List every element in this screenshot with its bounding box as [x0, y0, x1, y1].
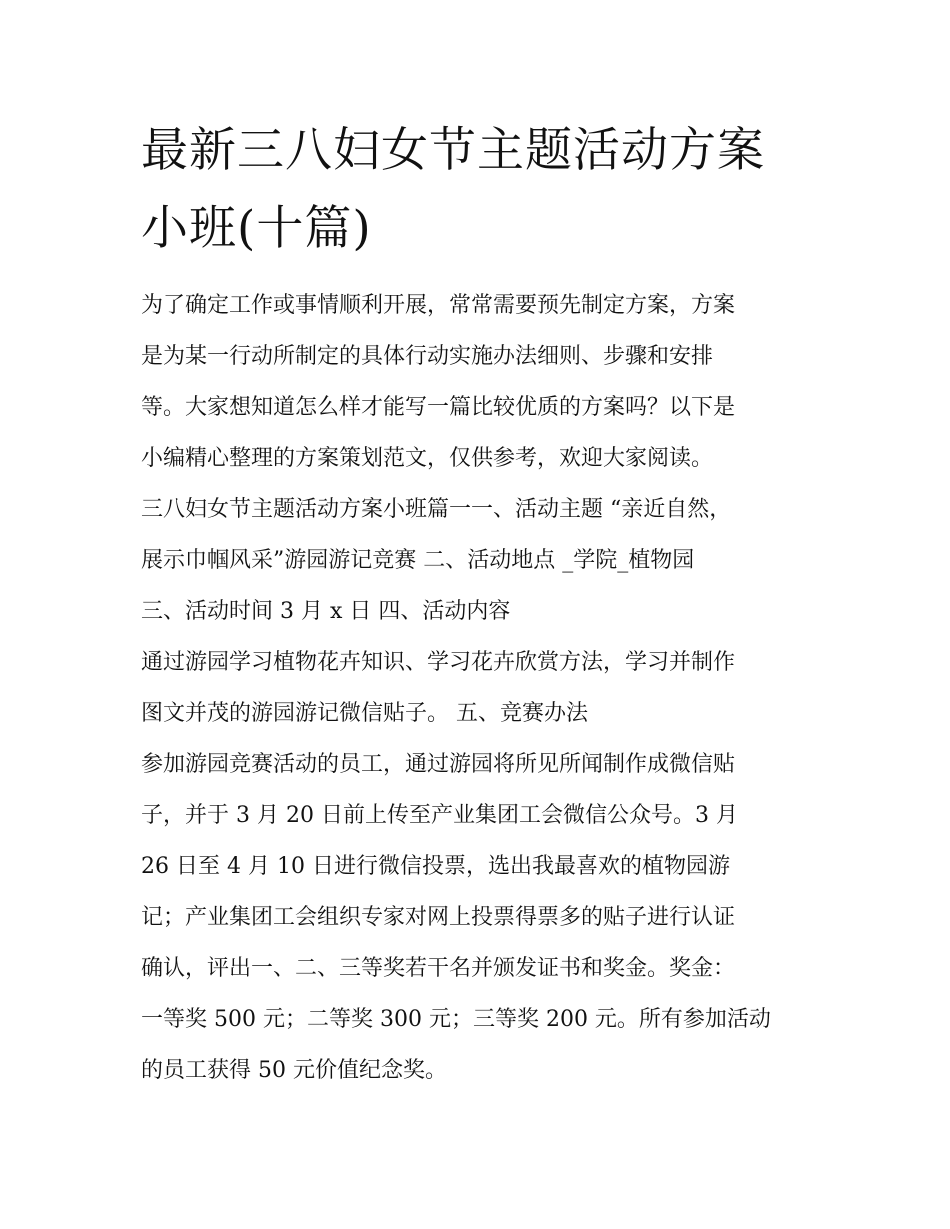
- document-title: [141, 112, 831, 268]
- body-line: 子，并于 3 月 20 日前上传至产业集团工会微信公众号。3 月: [141, 803, 738, 828]
- body-line: 通过游园学习植物花卉知识、学习花卉欣赏方法，学习并制作: [141, 650, 736, 675]
- document-body: [141, 280, 831, 1096]
- body-line: 为了确定工作或事情顺利开展，常常需要预先制定方案，方案: [141, 293, 736, 318]
- body-line: 三八妇女节主题活动方案小班篇一一、活动主题 “亲近自然，: [141, 497, 732, 522]
- body-line: 三、活动时间 3 月 x 日 四、活动内容: [141, 599, 511, 624]
- body-line: 的员工获得 50 元价值纪念奖。: [141, 1058, 447, 1083]
- body-line: 等。大家想知道怎么样才能写一篇比较优质的方案吗？以下是: [141, 395, 736, 420]
- body-line: 参加游园竞赛活动的员工，通过游园将所见所闻制作成微信贴: [141, 752, 736, 777]
- body-line: 26 日至 4 月 10 日进行微信投票，选出我最喜欢的植物园游: [141, 854, 730, 879]
- body-line: 图文并茂的游园游记微信贴子。 五、竞赛办法: [141, 701, 588, 726]
- body-line: 确认，评出一、二、三等奖若干名并颁发证书和奖金。奖金：: [141, 956, 736, 981]
- body-line: 一等奖 500 元；二等奖 300 元；三等奖 200 元。所有参加活动: [141, 1007, 771, 1032]
- body-line: 展示巾帼风采”游园游记竞赛 二、活动地点 _学院_植物园: [141, 548, 695, 573]
- title-line-2: 小班(十篇): [141, 201, 372, 256]
- body-line: 小编精心整理的方案策划范文，仅供参考，欢迎大家阅读。: [141, 446, 714, 471]
- body-line: 记；产业集团工会组织专家对网上投票得票多的贴子进行认证: [141, 905, 736, 930]
- title-line-1: 最新三八妇女节主题活动方案: [141, 123, 765, 178]
- body-line: 是为某一行动所制定的具体行动实施办法细则、步骤和安排: [141, 344, 714, 369]
